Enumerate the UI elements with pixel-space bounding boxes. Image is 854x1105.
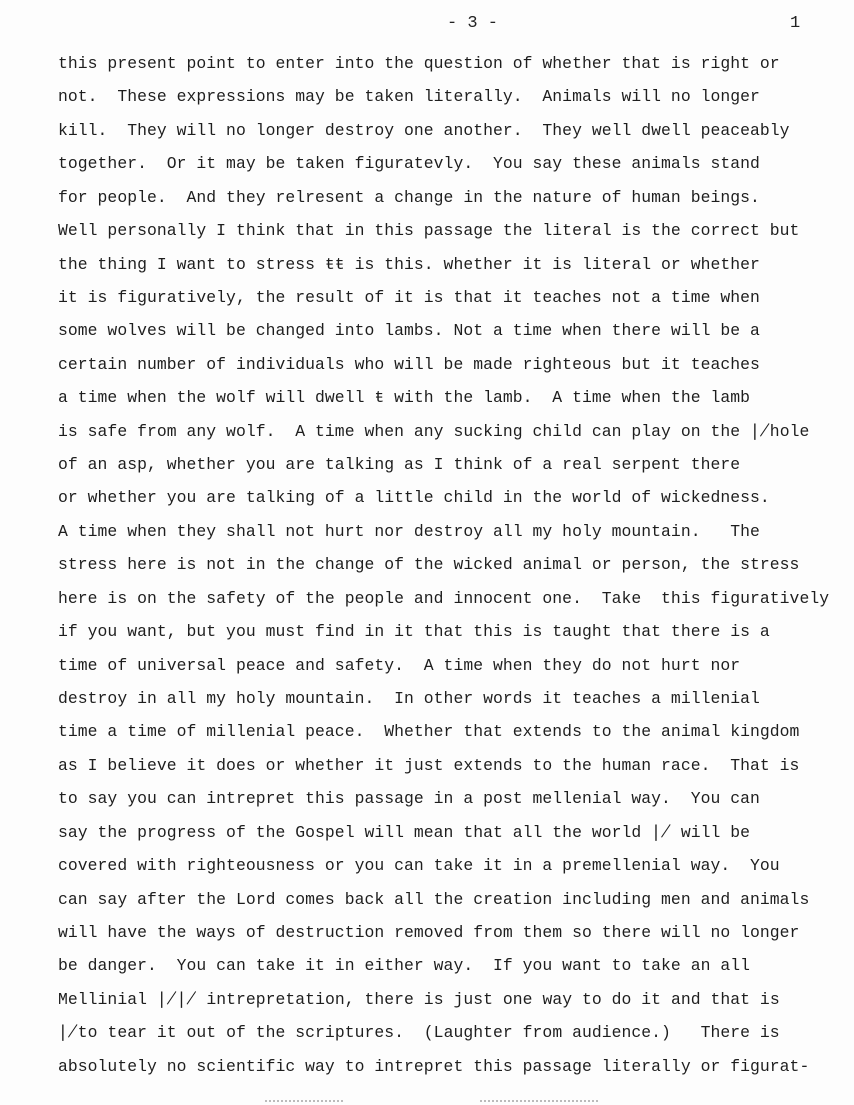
text-line: destroy in all my holy mountain. In other words it teaches a millenial	[58, 689, 760, 709]
text-line: if you want, but you must find in it that this is taught that there is a	[58, 622, 770, 642]
text-line: not. These expressions may be taken literally. Animals will no longer	[58, 87, 760, 107]
text-line: it is figuratively, the result of it is that it teaches not a time when	[58, 287, 760, 307]
text-line: time a time of millenial peace. Whether that extends to the animal kingdom	[58, 722, 800, 742]
text-line: to say you can intrepret this passage in a post mellenial way. You can	[58, 789, 760, 809]
text-line: a time when the wolf will dwell ŧ with the lamb. A time when the lamb	[58, 388, 751, 408]
text-line: as I believe it does or whether it just extends to the human race. That is	[58, 755, 800, 775]
text-line: covered with righteousness or you can take it in a premellenial way. You	[58, 856, 780, 876]
text-line: stress here is not in the change of the wicked animal or person, the stress	[58, 555, 800, 575]
text-line: the thing I want to stress ŧŧ is this. whether it is literal or whether	[58, 254, 760, 274]
text-line: be danger. You can take it in either way. If you want to take an all	[58, 956, 751, 976]
text-line: time of universal peace and safety. A time when they do not hurt nor	[58, 655, 741, 675]
text-line: Well personally I think that in this passage the literal is the correct but	[58, 221, 800, 241]
bottom-smudge	[265, 1100, 345, 1102]
text-line: of an asp, whether you are talking as I think of a real serpent there	[58, 455, 741, 475]
corner-number: 1	[790, 14, 801, 33]
bottom-smudge	[480, 1100, 600, 1102]
text-line: A time when they shall not hurt nor destroy all my holy mountain. The	[58, 521, 760, 541]
text-line: Mellinial ∤∤ intrepretation, there is just one way to do it and that is	[58, 989, 780, 1009]
text-line: kill. They will no longer destroy one another. They well dwell peaceably	[58, 120, 790, 140]
text-line: or whether you are talking of a little child in the world of wickedness.	[58, 488, 770, 508]
text-line: will have the ways of destruction removed from them so there will no longer	[58, 922, 800, 942]
text-line: some wolves will be changed into lambs. Not a time when there will be a	[58, 321, 760, 341]
typed-text-body	[58, 47, 829, 1083]
text-line: can say after the Lord comes back all the creation including men and animals	[58, 889, 810, 909]
page-number-marker: - 3 -	[447, 14, 499, 33]
text-line: together. Or it may be taken figuratevly. You say these animals stand	[58, 154, 760, 174]
text-line: is safe from any wolf. A time when any sucking child can play on the ∤hole	[58, 421, 810, 441]
text-line: ∤to tear it out of the scriptures. (Laughter from audience.) There is	[58, 1023, 780, 1043]
text-line: this present point to enter into the question of whether that is right or	[58, 54, 780, 73]
text-line: for people. And they relresent a change in the nature of human beings.	[58, 187, 760, 207]
text-line: say the progress of the Gospel will mean that all the world ∤ will be	[58, 822, 751, 842]
text-line: absolutely no scientific way to intrepret this passage literally or figurat-	[58, 1056, 810, 1076]
text-line: certain number of individuals who will be made righteous but it teaches	[58, 354, 760, 374]
text-line: here is on the safety of the people and innocent one. Take this figuratively	[58, 588, 830, 608]
